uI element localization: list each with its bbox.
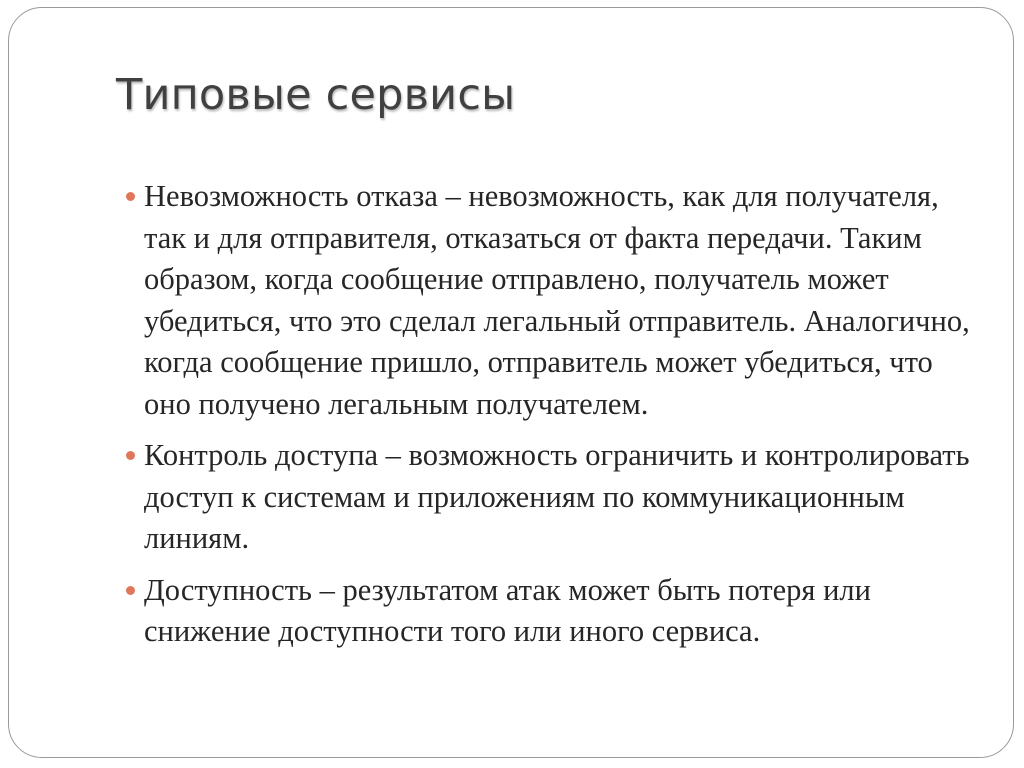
slide-frame [8, 7, 1014, 758]
bullet-text: Контроль доступа – возможность ограничить и контролировать доступ к системам и приложениям по коммуникационным линиям. [144, 438, 970, 555]
bullet-text: Невозможность отказа – невозможность, как для получателя, так и для отправителя, отказаться от факта передачи. Таким образом, когда сообщение отправлено, получатель может убедиться, что это сделал легальный отправитель. Аналогично, когда сообщение пришло, отправитель может убедиться, что оно получено легальным получателем. [144, 179, 970, 421]
bullet-dot-icon [126, 586, 135, 595]
bullet-list [144, 176, 974, 663]
bullet-text: Доступность – результатом атак может быть потеря или снижение доступности того или иного сервиса. [144, 572, 871, 648]
slide-title: Типовые сервисы [116, 70, 516, 120]
bullet-item-non-repudiation [144, 176, 974, 425]
bullet-item-access-control [144, 435, 974, 560]
bullet-dot-icon [126, 451, 135, 460]
bullet-item-availability [144, 570, 974, 653]
bullet-dot-icon [126, 192, 135, 201]
